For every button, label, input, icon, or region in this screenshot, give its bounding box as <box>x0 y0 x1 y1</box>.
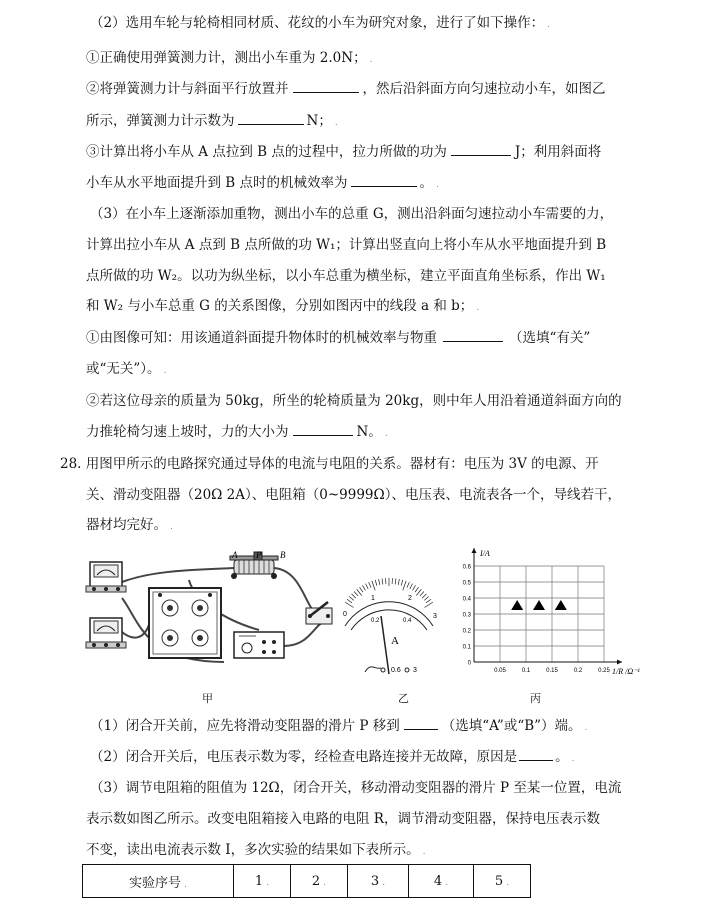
chart-y-label: I/A <box>480 549 490 558</box>
chart-y-tick-label: 0.1 <box>462 644 471 651</box>
dial-tick <box>349 597 354 601</box>
dial-label-04: 0.4 <box>403 618 412 624</box>
caption-bing: 丙 <box>530 692 541 705</box>
chart-x-tick-label: 0.15 <box>546 668 558 674</box>
q3-text-1: 计算出拉小车从 A 点到 B 点所做的功 W₁；计算出竖直向上将小车从水平地面提升到 B <box>86 237 607 253</box>
svg-text:3: 3 <box>413 667 417 674</box>
q3-sub2-cont: 力推轮椅匀速上坡时，力的大小为 N。 . <box>86 424 388 440</box>
dial-label-2: 2 <box>408 595 412 602</box>
dial-tick <box>357 589 362 595</box>
q3-intro: （3）在小车上逐渐添加重物，测出小车的总重 G，测出沿斜面匀速拉动小车需要的力， <box>90 206 614 222</box>
chart-x-tick-label: 0.05 <box>494 668 506 674</box>
q2-step2: ②将弹簧测力计与斜面平行放置并 ，然后沿斜面方向匀速拉动小车，如图乙 <box>86 81 606 97</box>
table-cell: 3 . <box>348 865 409 898</box>
chart-y-tick-label: 0.4 <box>462 596 471 603</box>
dial-unit-a: A <box>391 635 399 647</box>
caption-jia: 甲 <box>202 692 213 705</box>
dial-tick <box>412 585 415 590</box>
dial-tick <box>426 599 431 603</box>
dial-tick <box>379 579 380 585</box>
ammeter-dial-figure-yi <box>337 578 441 678</box>
chart-data-point <box>511 600 523 610</box>
dial-tick <box>415 587 418 592</box>
answer-blank[interactable] <box>519 748 553 761</box>
dial-tick <box>401 580 403 586</box>
table-cell: 2 . <box>291 865 348 898</box>
dial-tick <box>424 597 429 601</box>
voltmeter <box>86 562 126 592</box>
dial-tick <box>407 582 409 588</box>
chart-x-tick-label: 0.25 <box>598 668 610 674</box>
chart-x-label: 1/R /Ω⁻¹ <box>612 667 640 676</box>
dial-tick <box>398 579 399 585</box>
dial-tick <box>403 581 406 590</box>
answer-blank[interactable] <box>293 80 359 93</box>
q3-sub1: ①由图像可知：用该通道斜面提升物体时的机械效率与物重 （选填“有关” <box>86 330 591 346</box>
dial-tick <box>410 584 413 589</box>
q28-sub3: （3）调节电阻箱的阻值为 12Ω，闭合开关，移动滑动变阻器的滑片 P 至某一位置，电流 <box>90 780 622 796</box>
q28-sub1: （1）闭合开关前，应先将滑动变阻器的滑片 P 移到 （选填“A”或“B”）端。 . <box>90 718 588 734</box>
dial-tick <box>362 585 365 590</box>
chart-y-axis-arrow <box>472 548 477 553</box>
chart-data-point <box>533 600 545 610</box>
chart-y-tick-label: 0.3 <box>462 612 471 619</box>
chart-figure-bing <box>452 542 652 682</box>
dial-ticks <box>345 578 433 607</box>
q2-step3: ③计算出将小车从 A 点拉到 B 点的过程中，拉力所做的功为 J；利用斜面将 <box>86 144 602 160</box>
ammeter <box>86 618 126 648</box>
q2-step1: ①正确使用弹簧测力计，测出小车重为 2.0N； . <box>86 50 373 66</box>
caption-yi: 乙 <box>398 692 409 705</box>
resistance-box <box>149 588 221 658</box>
dial-label-1: 1 <box>371 595 375 602</box>
chart-x-tick-label: 0.1 <box>521 668 531 674</box>
chart-points <box>511 600 567 610</box>
rheostat-end-a-label: A <box>232 550 238 560</box>
dial-tick <box>372 581 375 590</box>
q3-sub2: ②若这位母亲的质量为 50kg，所坐的轮椅质量为 20kg，则中年人用沿着通道斜面方向的 <box>86 393 622 409</box>
q28-stem: 28. 用图甲所示的电路探究通过导体的电流与电阻的关系。器材有：电压为 3V 的电源、开 <box>60 456 599 472</box>
q28-sub2: （2）闭合开关后，电压表示数为零，经检查电路连接并无故障，原因是 。 . <box>90 749 575 765</box>
dial-tick <box>424 602 432 607</box>
chart-grid <box>474 566 604 662</box>
q2-step2-cont: 所示，弹簧测力计示数为 N； . <box>86 113 338 129</box>
q28-stem-2: 关、滑动变阻器（20Ω 2A）、电阻箱（0~9999Ω）、电压表、电流表各一个，导线若干， <box>86 487 621 503</box>
rheostat-end-b-label: B <box>280 550 286 560</box>
chart-y-tick-label: 0.5 <box>462 580 471 587</box>
dial-tick <box>369 582 371 588</box>
dial-tick <box>416 589 421 595</box>
chart-y-tick-label: 0.2 <box>462 628 471 635</box>
dial-tick <box>354 592 358 596</box>
chart-axes <box>472 548 623 665</box>
q2-step3-cont: 小车从水平地面提升到 B 点时的机械效率为 。 . <box>86 175 439 191</box>
chart-y-tick-label: 0.6 <box>462 564 471 571</box>
q2-intro: （2）选用车轮与轮椅相同材质、花纹的小车为研究对象，进行了如下操作： . <box>90 15 550 31</box>
dial-scale <box>345 602 433 630</box>
table-cell: 5 . <box>474 865 531 898</box>
dial-tick <box>420 592 424 596</box>
chart-data-point <box>555 600 567 610</box>
dial-tick <box>382 578 383 584</box>
table-cell: 1 . <box>234 865 291 898</box>
dial-label-02: 0.2 <box>371 618 380 624</box>
q28-stem-3: 器材均完好。 . <box>86 517 173 533</box>
dial-tick <box>345 602 353 607</box>
svg-text:0.6: 0.6 <box>391 667 401 674</box>
chart-y-tick-label: 0 <box>467 660 471 667</box>
answer-blank[interactable] <box>238 112 304 125</box>
answer-blank[interactable] <box>293 423 353 436</box>
dial-tick <box>375 580 377 586</box>
chart-x-axis-arrow <box>617 660 622 665</box>
chart-x-tick-label: 0.2 <box>573 668 583 674</box>
dial-needle <box>381 616 389 674</box>
answer-blank[interactable] <box>443 329 503 342</box>
table-header-cell: 实验序号 . <box>83 865 234 898</box>
dial-label-3: 3 <box>433 613 437 620</box>
circuit-figure-jia <box>84 550 364 678</box>
rheostat-slider-p-label: P <box>256 550 262 560</box>
answer-blank[interactable] <box>404 717 438 730</box>
table-cell: 4 . <box>409 865 474 898</box>
answer-blank[interactable] <box>451 143 511 156</box>
dial-tick <box>347 599 352 603</box>
q3-text-2: 点所做的功 W₂。以功为纵坐标，以小车总重为横坐标，建立平面直角坐标系，作出 W₁ <box>86 268 606 284</box>
q28-sub3-cont-2: 不变，读出电流表示数 I，多次实验的结果如下表所示。 . <box>86 842 426 858</box>
q28-sub3-cont: 表示数如图乙所示。改变电阻箱接入电路的电阻 R，调节滑动变阻器，保持电压表示数 <box>86 811 600 827</box>
dial-tick <box>360 587 363 592</box>
dial-label-0-outer: 0 <box>343 611 347 618</box>
table-row <box>83 865 531 898</box>
dial-terminals <box>365 667 417 674</box>
answer-blank[interactable] <box>351 174 417 187</box>
dial-tick <box>352 594 356 598</box>
dial-tick <box>395 578 396 584</box>
q3-text-3: 和 W₂ 与小车总重 G 的关系图像，分别如图丙中的线段 a 和 b； . <box>86 298 480 314</box>
chart-ticks <box>463 565 611 675</box>
dial-tick <box>365 584 368 589</box>
experiment-table <box>82 864 531 898</box>
q3-sub1-cont: 或“无关”）。 . <box>86 361 167 377</box>
dial-tick <box>422 594 426 598</box>
power-supply <box>234 632 284 658</box>
